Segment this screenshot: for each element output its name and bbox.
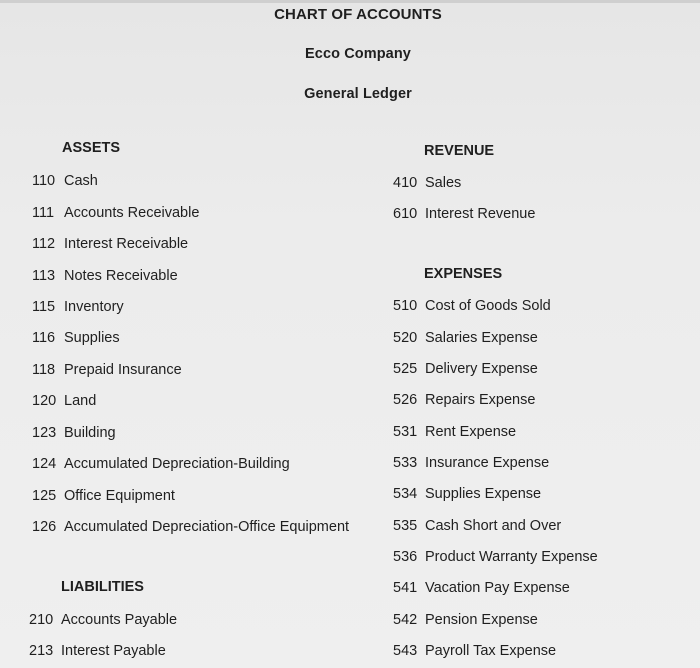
account-name: Inventory: [64, 299, 124, 315]
account-row-210: [29, 610, 178, 630]
account-row-116: [32, 328, 120, 348]
account-number: 536: [393, 549, 418, 565]
assets-heading: ASSETS: [62, 140, 121, 156]
account-name: Rent Expense: [425, 424, 517, 440]
account-name: Repairs Expense: [425, 392, 536, 408]
account-number: 525: [393, 361, 418, 377]
account-number: 123: [32, 425, 57, 441]
account-name: Cash: [64, 173, 98, 189]
account-name: Cost of Goods Sold: [425, 298, 551, 314]
account-number: 125: [32, 488, 57, 504]
account-number: 535: [393, 518, 418, 534]
account-number: 124: [32, 456, 57, 472]
account-name: Interest Payable: [61, 643, 166, 659]
ledger-name: General Ledger: [304, 86, 412, 102]
account-number: 531: [393, 424, 418, 440]
account-name: Sales: [425, 175, 462, 191]
revenue-heading: REVENUE: [424, 143, 495, 159]
account-name: Notes Receivable: [64, 268, 178, 284]
account-row-535: [393, 516, 562, 536]
account-number: 541: [393, 580, 418, 596]
account-row-520: [393, 328, 538, 348]
account-number: 126: [32, 519, 57, 535]
account-row-610: [393, 204, 536, 224]
account-row-543: [393, 641, 557, 661]
account-name: Vacation Pay Expense: [425, 580, 570, 596]
account-row-115: [32, 297, 124, 317]
account-name: Insurance Expense: [425, 455, 550, 471]
account-number: 113: [32, 268, 56, 284]
page-title: CHART OF ACCOUNTS: [274, 6, 442, 23]
account-name: Cash Short and Over: [425, 518, 562, 534]
account-name: Accumulated Depreciation-Building: [64, 456, 290, 472]
liabilities-heading: LIABILITIES: [61, 579, 144, 595]
account-name: Interest Revenue: [425, 206, 536, 222]
account-name: Payroll Tax Expense: [425, 643, 557, 659]
account-name: Interest Receivable: [64, 236, 189, 252]
company-name: Ecco Company: [305, 46, 411, 62]
account-row-124: [32, 454, 290, 474]
account-row-118: [32, 360, 182, 380]
account-name: Accounts Receivable: [64, 205, 200, 221]
account-row-120: [32, 391, 97, 411]
account-row-126: [32, 517, 350, 537]
account-row-542: [393, 610, 538, 630]
top-rule: [0, 0, 700, 3]
account-number: 534: [393, 486, 418, 502]
account-number: 542: [393, 612, 418, 628]
account-number: 520: [393, 330, 418, 346]
account-number: 112: [32, 236, 56, 252]
account-row-113: [32, 266, 178, 286]
account-row-525: [393, 359, 538, 379]
account-row-534: [393, 484, 542, 504]
account-number: 116: [32, 330, 56, 346]
account-number: 533: [393, 455, 418, 471]
account-number: 213: [29, 643, 54, 659]
account-row-112: [32, 234, 189, 254]
account-row-533: [393, 453, 550, 473]
account-number: 115: [32, 299, 56, 315]
account-row-536: [393, 547, 598, 567]
account-number: 510: [393, 298, 418, 314]
account-row-541: [393, 578, 570, 598]
account-number: 111: [32, 205, 55, 221]
account-row-111: [32, 203, 200, 223]
account-name: Office Equipment: [64, 488, 175, 504]
account-name: Supplies Expense: [425, 486, 542, 502]
account-name: Prepaid Insurance: [64, 362, 182, 378]
account-number: 526: [393, 392, 418, 408]
account-row-410: [393, 173, 462, 193]
account-number: 110: [32, 173, 56, 189]
expenses-heading: EXPENSES: [424, 266, 503, 282]
account-number: 120: [32, 393, 57, 409]
account-name: Delivery Expense: [425, 361, 538, 377]
account-row-123: [32, 423, 116, 443]
account-number: 118: [32, 362, 56, 378]
account-name: Accumulated Depreciation-Office Equipment: [64, 519, 350, 535]
account-name: Accounts Payable: [61, 612, 178, 628]
account-row-510: [393, 296, 551, 316]
account-row-531: [393, 422, 517, 442]
account-number: 610: [393, 206, 418, 222]
account-name: Product Warranty Expense: [425, 549, 598, 565]
account-number: 410: [393, 175, 418, 191]
account-name: Pension Expense: [425, 612, 538, 628]
account-row-526: [393, 390, 536, 410]
account-number: 543: [393, 643, 418, 659]
account-row-125: [32, 486, 175, 506]
account-name: Land: [64, 393, 97, 409]
account-row-213: [29, 641, 166, 661]
account-name: Supplies: [64, 330, 120, 346]
account-name: Salaries Expense: [425, 330, 538, 346]
account-row-110: [32, 171, 98, 191]
account-name: Building: [64, 425, 116, 441]
account-number: 210: [29, 612, 54, 628]
